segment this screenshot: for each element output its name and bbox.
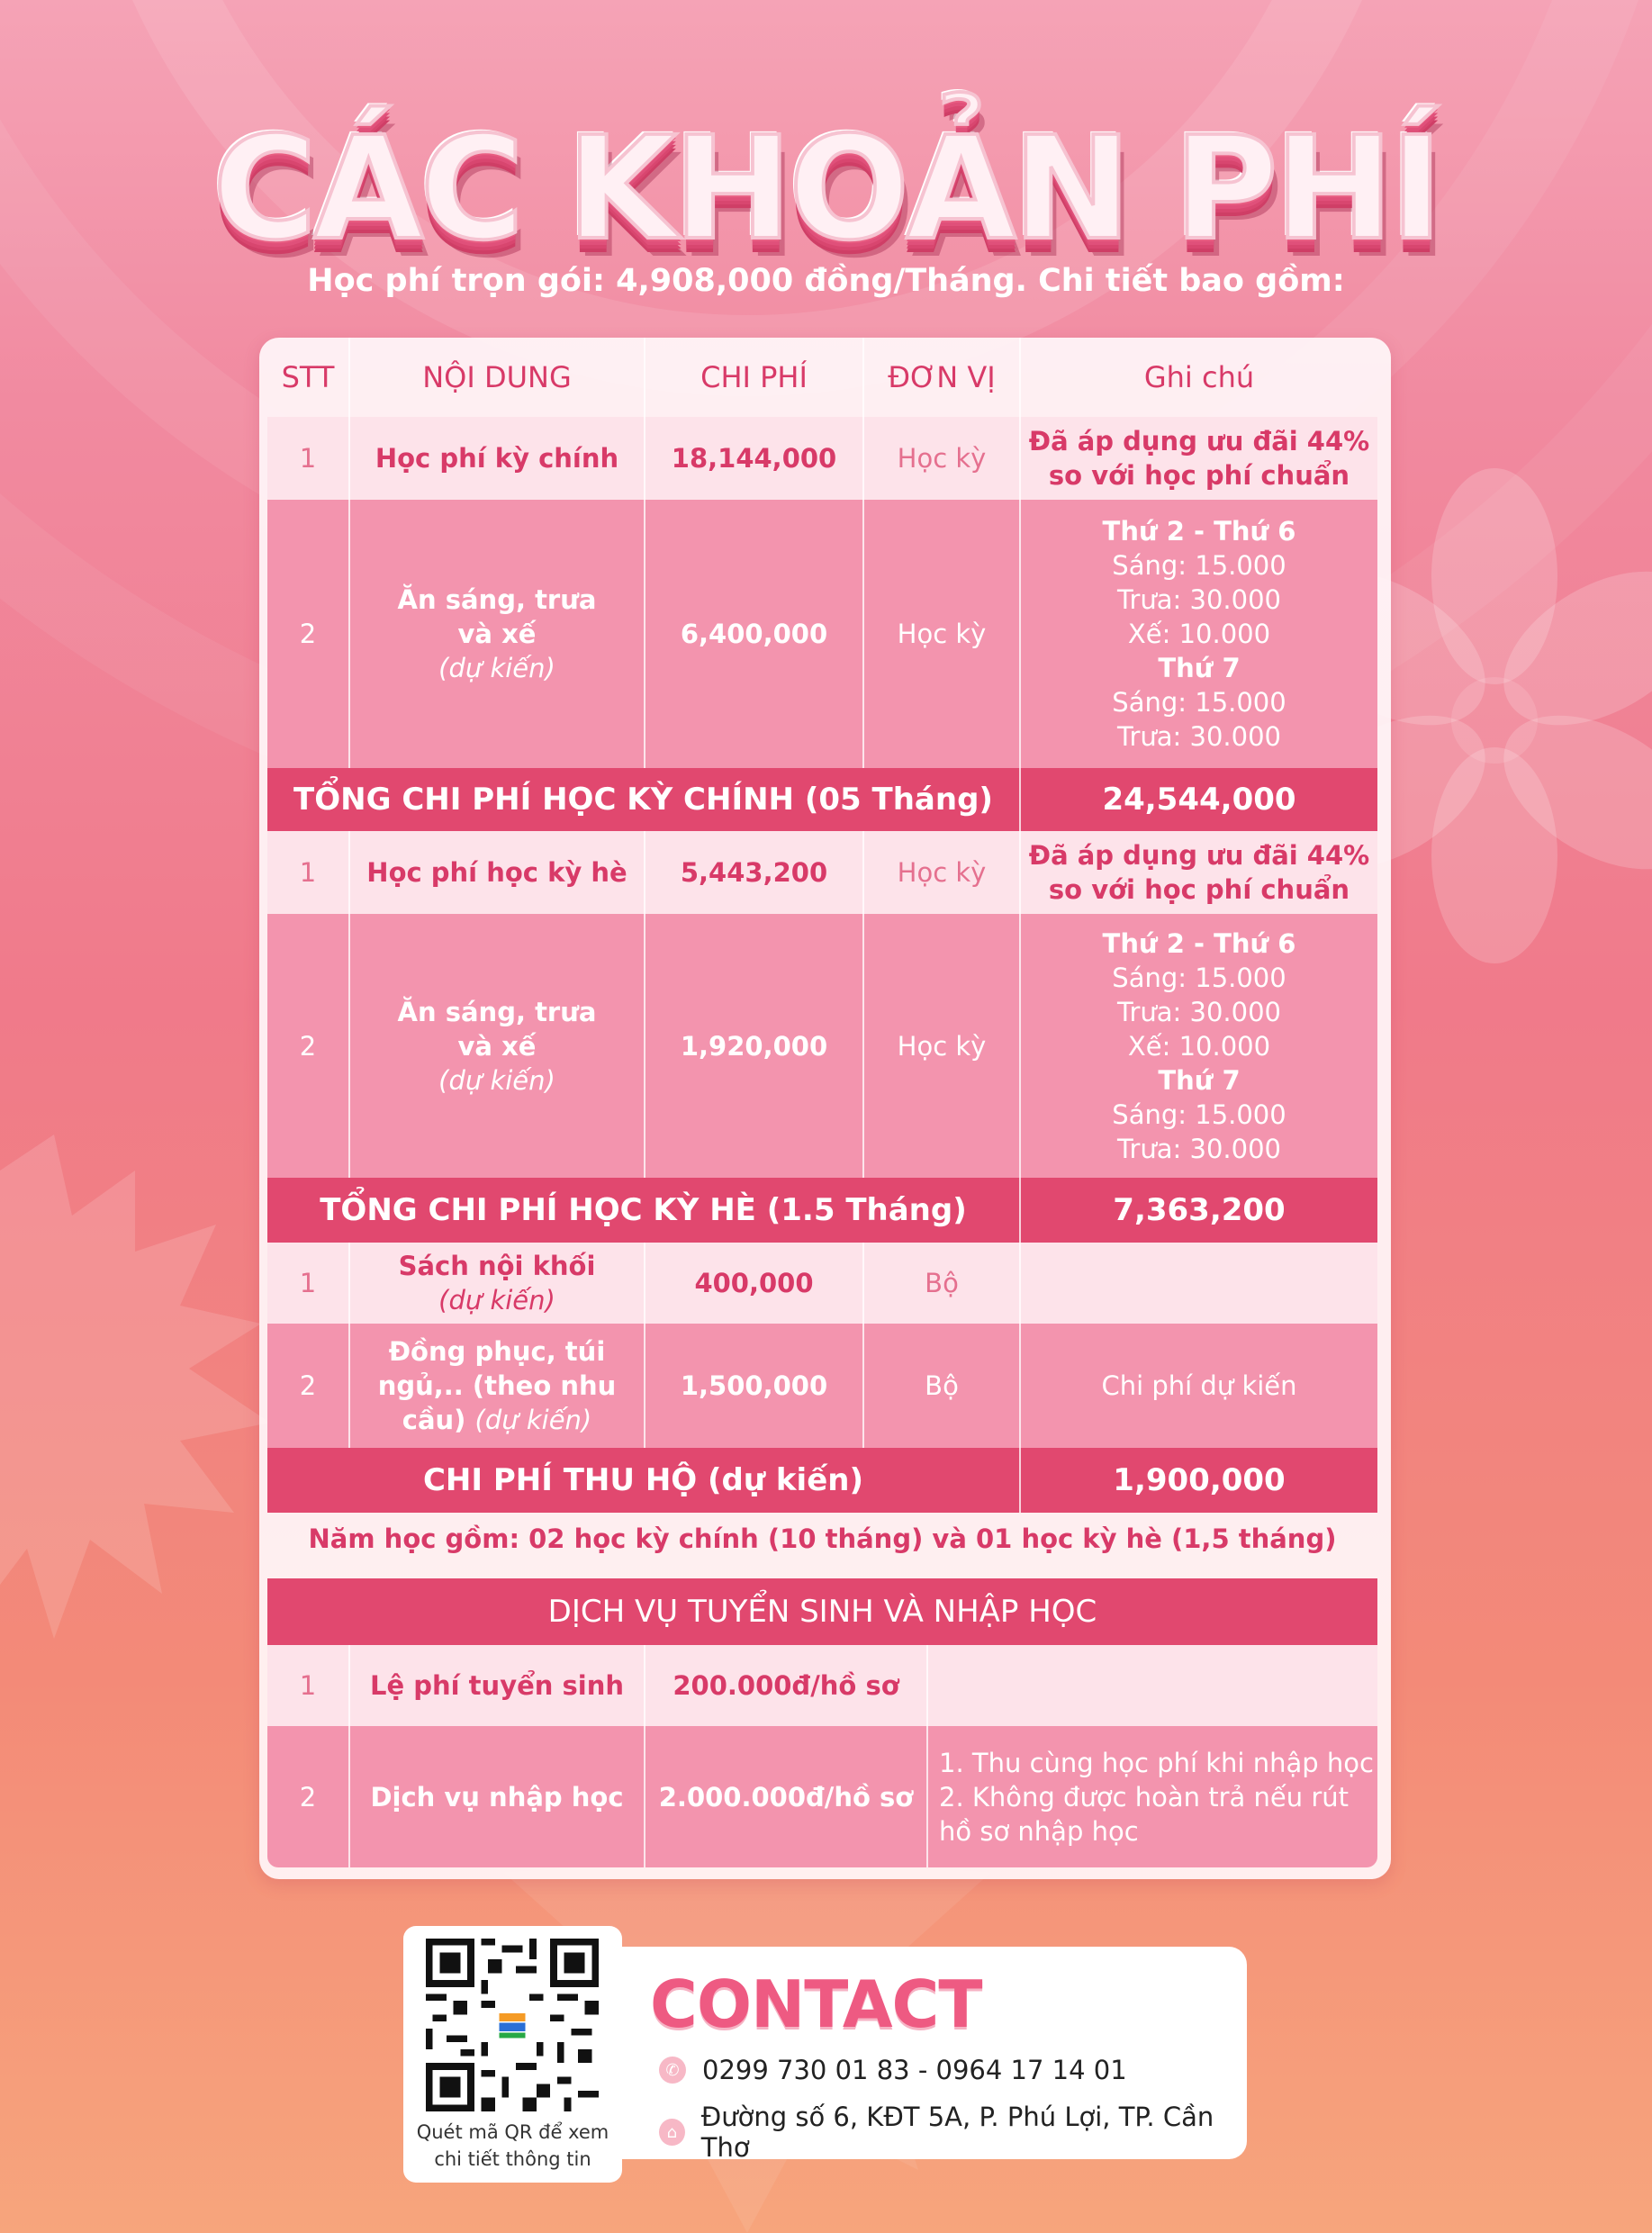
- note-line: Đã áp dụng ưu đãi 44%: [1028, 840, 1370, 871]
- note-line: Thứ 2 - Thứ 6: [1102, 516, 1296, 547]
- note-line: Sáng: 15.000: [1112, 687, 1286, 718]
- note-line: 1. Thu cùng học phí khi nhập học: [939, 1747, 1374, 1778]
- row-unit: Học kỳ: [864, 500, 1021, 768]
- content-line: Ăn sáng, trưa: [397, 584, 597, 615]
- note-line: Đã áp dụng ưu đãi 44%: [1028, 426, 1370, 457]
- contact-title: CONTACT: [650, 1966, 982, 2042]
- total-row: [267, 1448, 1377, 1513]
- row-note: [1021, 500, 1377, 768]
- row-unit: Bộ: [864, 1243, 1021, 1324]
- note-line: 2. Không được hoàn trả nếu rút: [939, 1781, 1349, 1813]
- page-title: CÁC KHOẢN PHÍ: [212, 106, 1440, 272]
- row-content: [350, 1324, 645, 1448]
- total-value: 7,363,200: [1113, 1192, 1286, 1228]
- row-content: [350, 1243, 645, 1324]
- row-stt: 2: [267, 1726, 350, 1867]
- total-label: TỔNG CHI PHÍ HỌC KỲ HÈ (1.5 Tháng): [267, 1178, 1021, 1243]
- contact-phone-line: [659, 2055, 1127, 2085]
- row-cost: 1,500,000: [645, 1324, 864, 1448]
- content-line: Ăn sáng, trưa: [397, 996, 597, 1027]
- header-stt: STT: [267, 338, 350, 417]
- row-stt: 2: [267, 1324, 350, 1448]
- service-header-row: [267, 1578, 1377, 1645]
- table-row: [267, 831, 1377, 914]
- qr-caption-line: Quét mã QR để xem: [416, 2121, 609, 2143]
- table-row: [267, 1324, 1377, 1448]
- note-line: Trưa: 30.000: [1117, 1133, 1281, 1164]
- row-cost: 6,400,000: [645, 500, 864, 768]
- contact-address: Đường số 6, KĐT 5A, P. Phú Lợi, TP. Cần Thơ: [700, 2102, 1214, 2163]
- table-row: [267, 1726, 1377, 1867]
- row-cost: 1,920,000: [645, 914, 864, 1178]
- note-line: Sáng: 15.000: [1112, 550, 1286, 581]
- row-cost: 5,443,200: [645, 831, 864, 914]
- content-line: (dự kiến): [438, 1285, 555, 1315]
- header-ghi-chu: Ghi chú: [1143, 360, 1255, 394]
- row-cost: 2.000.000đ/hồ sơ: [645, 1726, 928, 1867]
- contact-phone[interactable]: 0299 730 01 83 - 0964 17 14 01: [702, 2055, 1127, 2085]
- row-cost: 18,144,000: [645, 417, 864, 500]
- content-line: (dự kiến): [438, 1064, 555, 1096]
- row-content: Học phí học kỳ hè: [350, 831, 645, 914]
- header-don-vi: ĐƠN VỊ: [864, 338, 1021, 417]
- row-note: [1021, 831, 1377, 914]
- contact-address-line: [659, 2102, 1247, 2163]
- row-stt: 1: [267, 831, 350, 914]
- row-note: [928, 1645, 1377, 1726]
- content-line: Đồng phục, túi: [388, 1336, 606, 1367]
- row-unit: Học kỳ: [864, 831, 1021, 914]
- note-line: so với học phí chuẩn: [1048, 874, 1350, 905]
- note-line: Thứ 7: [1158, 653, 1241, 683]
- row-content: Dịch vụ nhập học: [350, 1726, 645, 1867]
- total-value: 24,544,000: [1102, 782, 1296, 818]
- row-note: [1021, 914, 1377, 1178]
- note-line: Thứ 2 - Thứ 6: [1102, 927, 1296, 959]
- row-content: [350, 914, 645, 1178]
- note-line: Sáng: 15.000: [1112, 962, 1286, 993]
- content-line: và xế: [457, 1030, 537, 1062]
- total-value: 1,900,000: [1113, 1462, 1286, 1498]
- row-note: Chi phí dự kiến: [1101, 1370, 1297, 1401]
- qr-caption-line: chi tiết thông tin: [434, 2148, 591, 2170]
- note-line: Xế: 10.000: [1127, 619, 1271, 649]
- content-line: [402, 1403, 592, 1437]
- total-label: CHI PHÍ THU HỘ (dự kiến): [267, 1448, 1021, 1513]
- row-cost: 200.000đ/hồ sơ: [645, 1645, 928, 1726]
- note-line: Trưa: 30.000: [1117, 584, 1281, 615]
- row-content: Học phí kỳ chính: [350, 417, 645, 500]
- row-cost: 400,000: [645, 1243, 864, 1324]
- content-part: cầu): [402, 1405, 466, 1435]
- note-line: Sáng: 15.000: [1112, 1098, 1286, 1130]
- table-header-row: [267, 338, 1377, 417]
- row-stt: 2: [267, 500, 350, 768]
- school-year-note: Năm học gồm: 02 học kỳ chính (10 tháng) và 01 học kỳ hè (1,5 tháng): [308, 1523, 1337, 1554]
- header-noi-dung: NỘI DUNG: [350, 338, 645, 417]
- table-row: [267, 417, 1377, 500]
- header-chi-phi: CHI PHÍ: [645, 338, 864, 417]
- row-stt: 1: [267, 1243, 350, 1324]
- row-content: [350, 500, 645, 768]
- table-row: [267, 914, 1377, 1178]
- total-label: TỔNG CHI PHÍ HỌC KỲ CHÍNH (05 Tháng): [267, 768, 1021, 831]
- home-icon: ⌂: [659, 2119, 685, 2146]
- row-unit: Học kỳ: [864, 417, 1021, 500]
- note-line: so với học phí chuẩn: [1048, 460, 1350, 491]
- row-content: Lệ phí tuyển sinh: [350, 1645, 645, 1726]
- table-row: [267, 500, 1377, 768]
- row-unit: Học kỳ: [864, 914, 1021, 1178]
- note-line: hồ sơ nhập học: [939, 1815, 1139, 1847]
- service-header: DỊCH VỤ TUYỂN SINH VÀ NHẬP HỌC: [547, 1594, 1097, 1630]
- content-line: Sách nội khối: [398, 1251, 596, 1281]
- qr-caption: [403, 2119, 622, 2173]
- content-line: ngủ,.. (theo nhu: [377, 1370, 617, 1401]
- total-row: [267, 1178, 1377, 1243]
- row-stt: 2: [267, 914, 350, 1178]
- qr-card: [403, 1926, 622, 2183]
- row-note: [928, 1726, 1377, 1867]
- row-note: [1021, 417, 1377, 500]
- row-note: [1021, 1243, 1377, 1324]
- note-line: Trưa: 30.000: [1117, 996, 1281, 1027]
- content-line: và xế: [457, 619, 537, 649]
- title-wrap: [0, 106, 1652, 272]
- phone-icon: ✆: [659, 2057, 686, 2084]
- page-subtitle: Học phí trọn gói: 4,908,000 đồng/Tháng. Chi tiết bao gồm:: [307, 263, 1345, 299]
- contact-card: [619, 1947, 1247, 2163]
- content-part: (dự kiến): [474, 1405, 592, 1435]
- row-unit: Bộ: [864, 1324, 1021, 1448]
- table-row: [267, 1645, 1377, 1726]
- content-line: (dự kiến): [438, 653, 555, 683]
- table-row: [267, 1243, 1377, 1324]
- row-stt: 1: [267, 417, 350, 500]
- total-row: [267, 768, 1377, 831]
- qr-code[interactable]: [426, 1939, 599, 2111]
- note-line: Xế: 10.000: [1127, 1030, 1271, 1062]
- note-line: Trưa: 30.000: [1117, 721, 1281, 752]
- note-line: Thứ 7: [1158, 1064, 1241, 1096]
- row-stt: 1: [267, 1645, 350, 1726]
